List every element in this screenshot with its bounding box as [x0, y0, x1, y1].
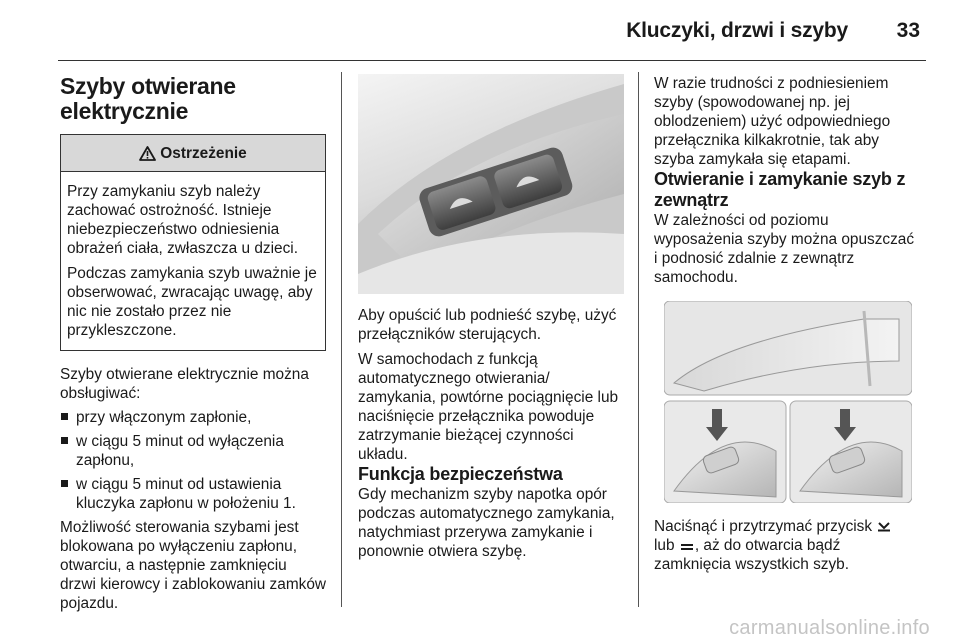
remote-key-illustration: [664, 301, 912, 503]
remote-window-photo: [664, 301, 912, 503]
warning-text: Podczas zamykania szyb uważnie je obserwować, zwracając uwagę, aby nic nie zostało przez nie przykleszczone.: [67, 265, 317, 339]
warning-header: [61, 135, 325, 172]
header-title: Kluczyki, drzwi i szyby: [626, 19, 848, 42]
page-number: 33: [896, 19, 920, 42]
column-divider: [341, 72, 342, 607]
window-switch-photo: [358, 74, 624, 294]
warning-title: Ostrzeżenie: [160, 144, 247, 162]
page-header: [58, 8, 926, 61]
paragraph: Aby opuścić lub podnieść szybę, użyć przełączników sterujących.: [358, 307, 617, 343]
subsection-heading: Otwieranie i zamykanie szyb z zewnątrz: [654, 169, 906, 210]
warning-triangle-icon: [139, 146, 156, 161]
warning-body: [61, 172, 325, 350]
window-down-symbol-icon: [681, 541, 693, 551]
condition-list: [60, 408, 326, 513]
column-divider: [638, 72, 639, 607]
intro-text: Szyby otwierane elektrycznie można obsługiwać:: [60, 366, 309, 402]
list-item: w ciągu 5 minut od ustawienia kluczyka zapłonu w położeniu 1.: [60, 475, 326, 513]
instruction-paragraph: [654, 517, 916, 574]
column-3: [654, 74, 916, 574]
paragraph: W samochodach z funkcją automatycznego otwierania/ zamykania, powtórne pociągnięcie lub naciśnięcie przełącznika powoduje zatrzymanie bieżącej czynności układu.: [358, 351, 619, 463]
paragraph: Gdy mechanizm szyby napotka opór podczas automatycznego zamykania, natychmiast przerywa zamykanie i ponownie otwiera szybę.: [358, 486, 615, 560]
list-item: w ciągu 5 minut od wyłączenia zapłonu,: [60, 432, 326, 470]
paragraph: W zależności od poziomu wyposażenia szyby można opuszczać i podnosić zdalnie z zewnątrz samochodu.: [654, 212, 915, 286]
watermark: carmanualsonline.info: [729, 617, 930, 639]
column-1: [60, 74, 326, 613]
instruction-text: lub: [654, 537, 675, 554]
paragraph: Możliwość sterowania szybami jest blokowana po wyłączeniu zapłonu, otwarciu, a następnie zamknięciu drzwi kierowcy i zablokowaniu zamków pojazdu.: [60, 519, 327, 612]
subsection-heading: Funkcja bezpieczeństwa: [358, 464, 563, 484]
window-switch-illustration: [358, 74, 624, 294]
warning-box: [60, 134, 326, 351]
instruction-text: Naciśnąć i przytrzymać przycisk: [654, 518, 873, 535]
instruction-text: , aż do otwarcia bądź zamknięcia wszystkich szyb.: [654, 537, 849, 573]
warning-text: Przy zamykaniu szyb należy zachować ostrożność. Istnieje niebezpieczeństwo odniesienia obrażeń ciała, zwłaszcza u dzieci.: [67, 183, 298, 257]
list-item: przy włączonym zapłonie,: [60, 408, 326, 427]
window-up-symbol-icon: [878, 522, 890, 532]
section-heading: Szyby otwierane elektrycznie: [60, 73, 236, 124]
column-2: [358, 74, 624, 561]
paragraph: W razie trudności z podniesieniem szyby (spowodowanej np. jej oblodzeniem) użyć odpowiedniego przełącznika kilkakrotnie, tak aby szyba zamykała się etapami.: [654, 75, 891, 168]
